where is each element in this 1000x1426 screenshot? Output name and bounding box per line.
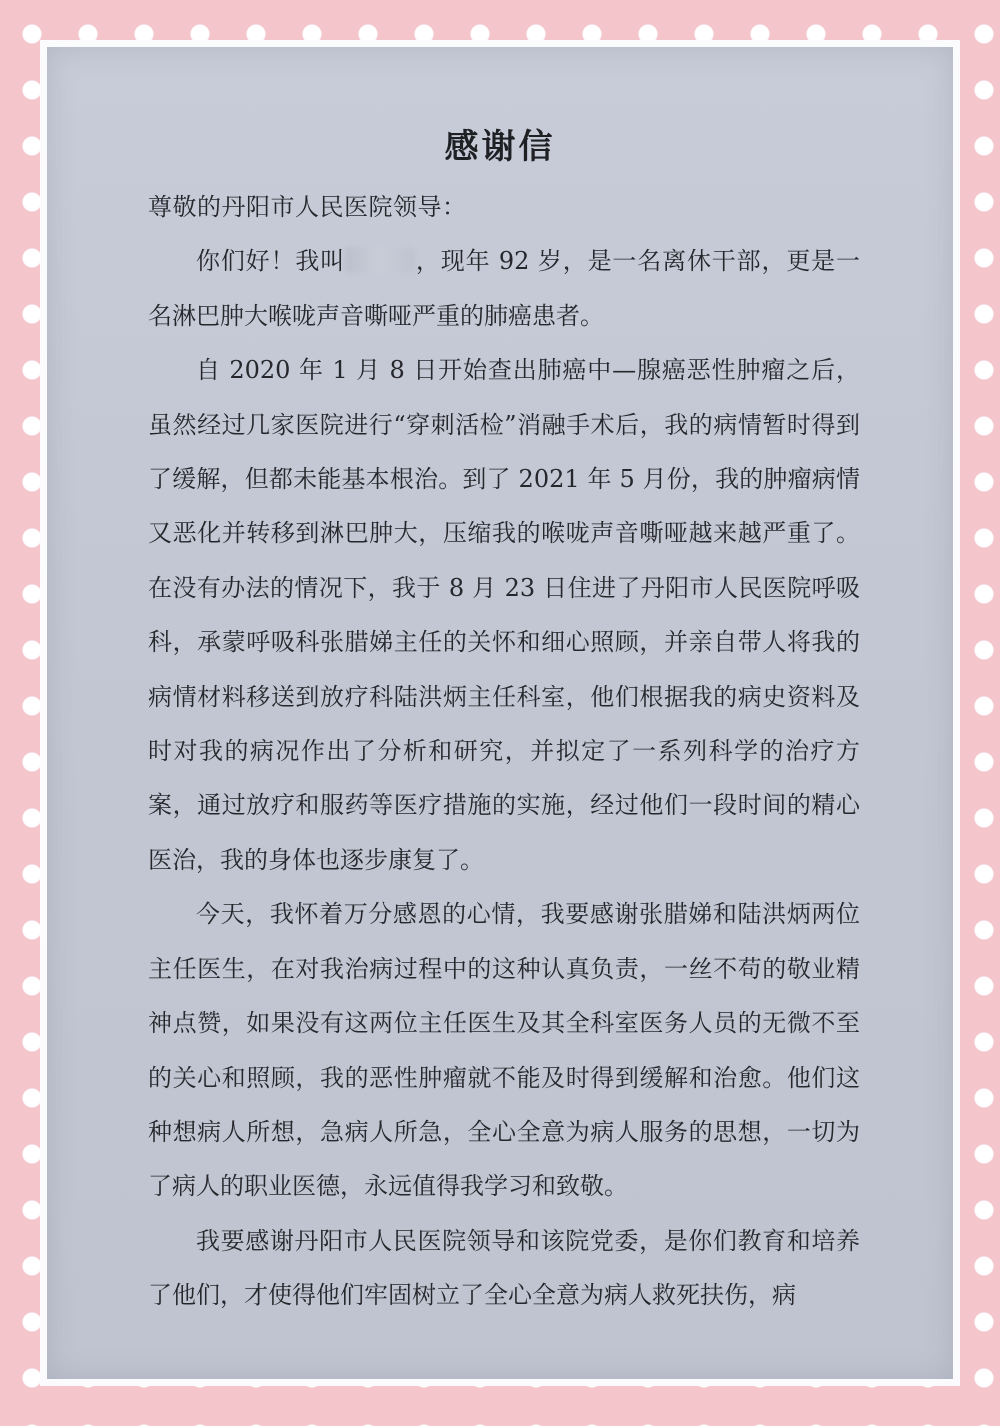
- intro-after-name: ，现年 92 岁，是一名离休干部，更是一名淋巴肿大喉咙声音嘶哑严重的肺癌患者。: [148, 247, 861, 330]
- intro-before-name: 你们好！我叫: [196, 247, 346, 276]
- letter-paper: [47, 47, 953, 1379]
- paragraph-gratitude-doctors: 今天，我怀着万分感恩的心情，我要感谢张腊娣和陆洪炳两位主任医生，在对我治病过程中的这种认真负责，一丝不苟的敬业精神点赞，如果没有这两位主任医生及其全科室医务人员的无微不至的关心和照顾，我的恶性肿瘤就不能及时得到缓解和治愈。他们这种想病人所想，急病人所急，全心全意为病人服务的思想，一切为了病人的职业医德，永远值得我学习和致敬。: [148, 900, 860, 1201]
- paragraph-medical-history: 自 2020 年 1 月 8 日开始查出肺癌中—腺癌恶性肿瘤之后，虽然经过几家医院进行“穿刺活检”消融手术后，我的病情暂时得到了缓解，但都未能基本根治。到了 2021 年 5 月份，我的肿瘤病情又恶化并转移到淋巴肿大，压缩我的喉咙声音嘶哑越来越严重了。在没有办法的情况下，我于 8 月 23 日住进了丹阳市人民医院呼吸科，承蒙呼吸科张腊娣主任的关怀和细心照顾，并亲自带人将我的病情材料移送到放疗科陆洪炳主任科室，他们根据我的病史资料及时对我的病况作出了分析和研究，并拟定了一系列科学的治疗方案，通过放疗和服药等医疗措施的实施，经过他们一段时间的精心医治，我的身体也逐步康复了。: [148, 356, 860, 874]
- redacted-name: [345, 247, 415, 273]
- paragraph-intro: [148, 234, 860, 343]
- letter-title: 感谢信: [444, 127, 556, 167]
- paragraph-gratitude-leadership: 我要感谢丹阳市人民医院领导和该院党委，是你们教育和培养了他们，才使得他们牢固树立了全心全意为病人救死扶伤，病: [148, 1226, 860, 1310]
- letter-body: [148, 180, 860, 1323]
- salutation: 尊敬的丹阳市人民医院领导：: [148, 193, 467, 221]
